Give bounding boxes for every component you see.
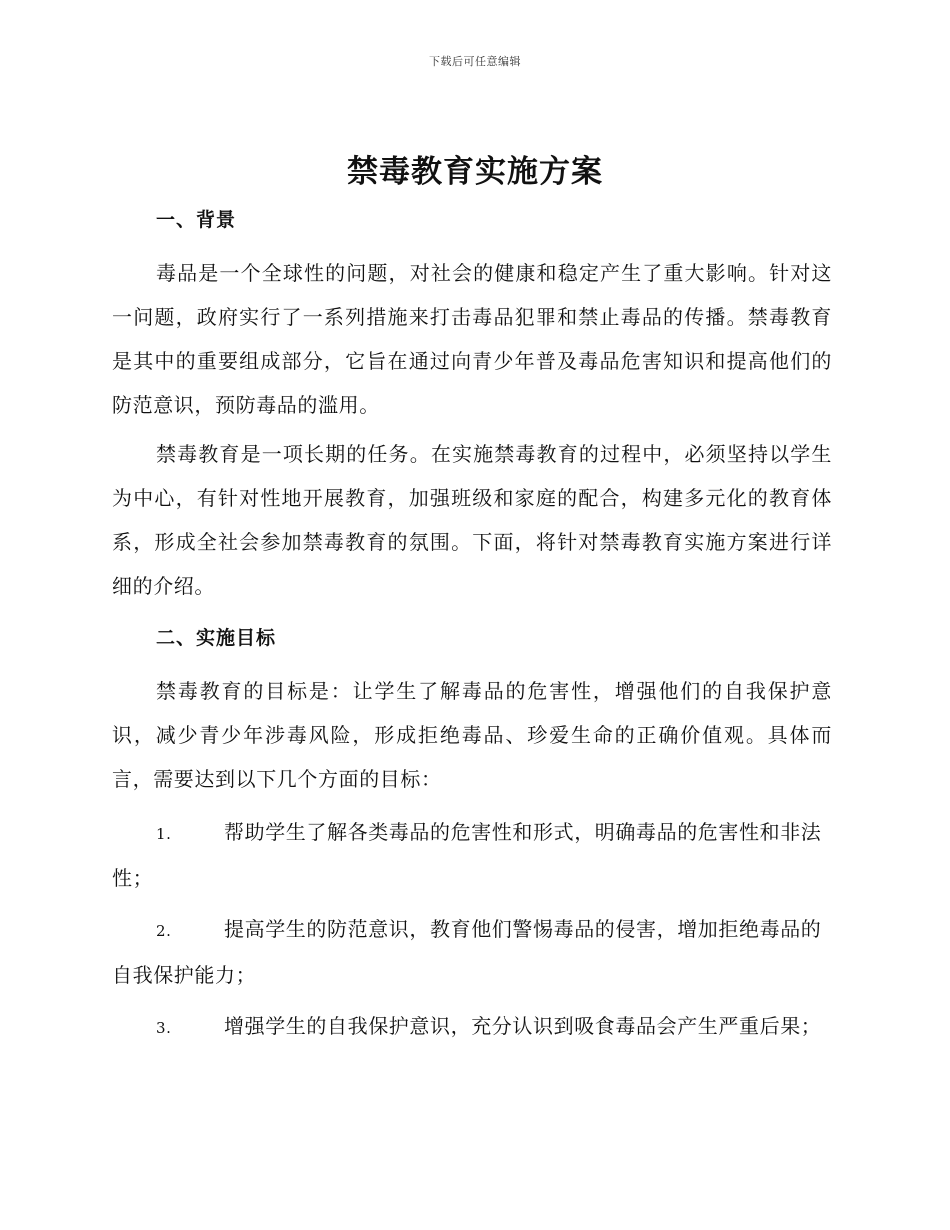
list-item-3 xyxy=(112,1004,832,1050)
paragraph-background-1: 毒品是一个全球性的问题，对社会的健康和稳定产生了重大影响。针对这一问题，政府实行了一系列措施来打击毒品犯罪和禁止毒品的传播。禁毒教育是其中的重要组成部分，它旨在通过向青少年普及毒品危害知识和提高他们的防范意识，预防毒品的滥用。 xyxy=(112,261,832,417)
list-item-text: 增强学生的自我保护意识，充分认识到吸食毒品会产生严重后果； xyxy=(224,1014,822,1038)
list-item-text: 提高学生的防范意识，教育他们警惕毒品的侵害，增加拒绝毒品的自我保护能力； xyxy=(112,917,822,987)
header-note: 下载后可任意编辑 xyxy=(429,55,521,68)
list-item-number: 2. xyxy=(156,922,172,940)
list-item-number: 3. xyxy=(156,1019,172,1037)
section-heading-goals: 二、实施目标 xyxy=(156,627,277,649)
list-item-1 xyxy=(112,810,832,900)
paragraph-background-2: 禁毒教育是一项长期的任务。在实施禁毒教育的过程中，必须坚持以学生为中心，有针对性地开展教育，加强班级和家庭的配合，构建多元化的教育体系，形成全社会参加禁毒教育的氛围。下面，将针对禁毒教育实施方案进行详细的介绍。 xyxy=(112,442,832,598)
list-item-number: 1. xyxy=(156,825,172,843)
list-item-2 xyxy=(112,907,832,997)
paragraph-goals-intro: 禁毒教育的目标是：让学生了解毒品的危害性，增强他们的自我保护意识，减少青少年涉毒风险，形成拒绝毒品、珍爱生命的正确价值观。具体而言，需要达到以下几个方面的目标： xyxy=(112,679,832,791)
section-heading-background: 一、背景 xyxy=(156,209,237,231)
list-item-text: 帮助学生了解各类毒品的危害性和形式，明确毒品的危害性和非法性； xyxy=(112,820,822,890)
document-title: 禁毒教育实施方案 xyxy=(347,154,603,190)
